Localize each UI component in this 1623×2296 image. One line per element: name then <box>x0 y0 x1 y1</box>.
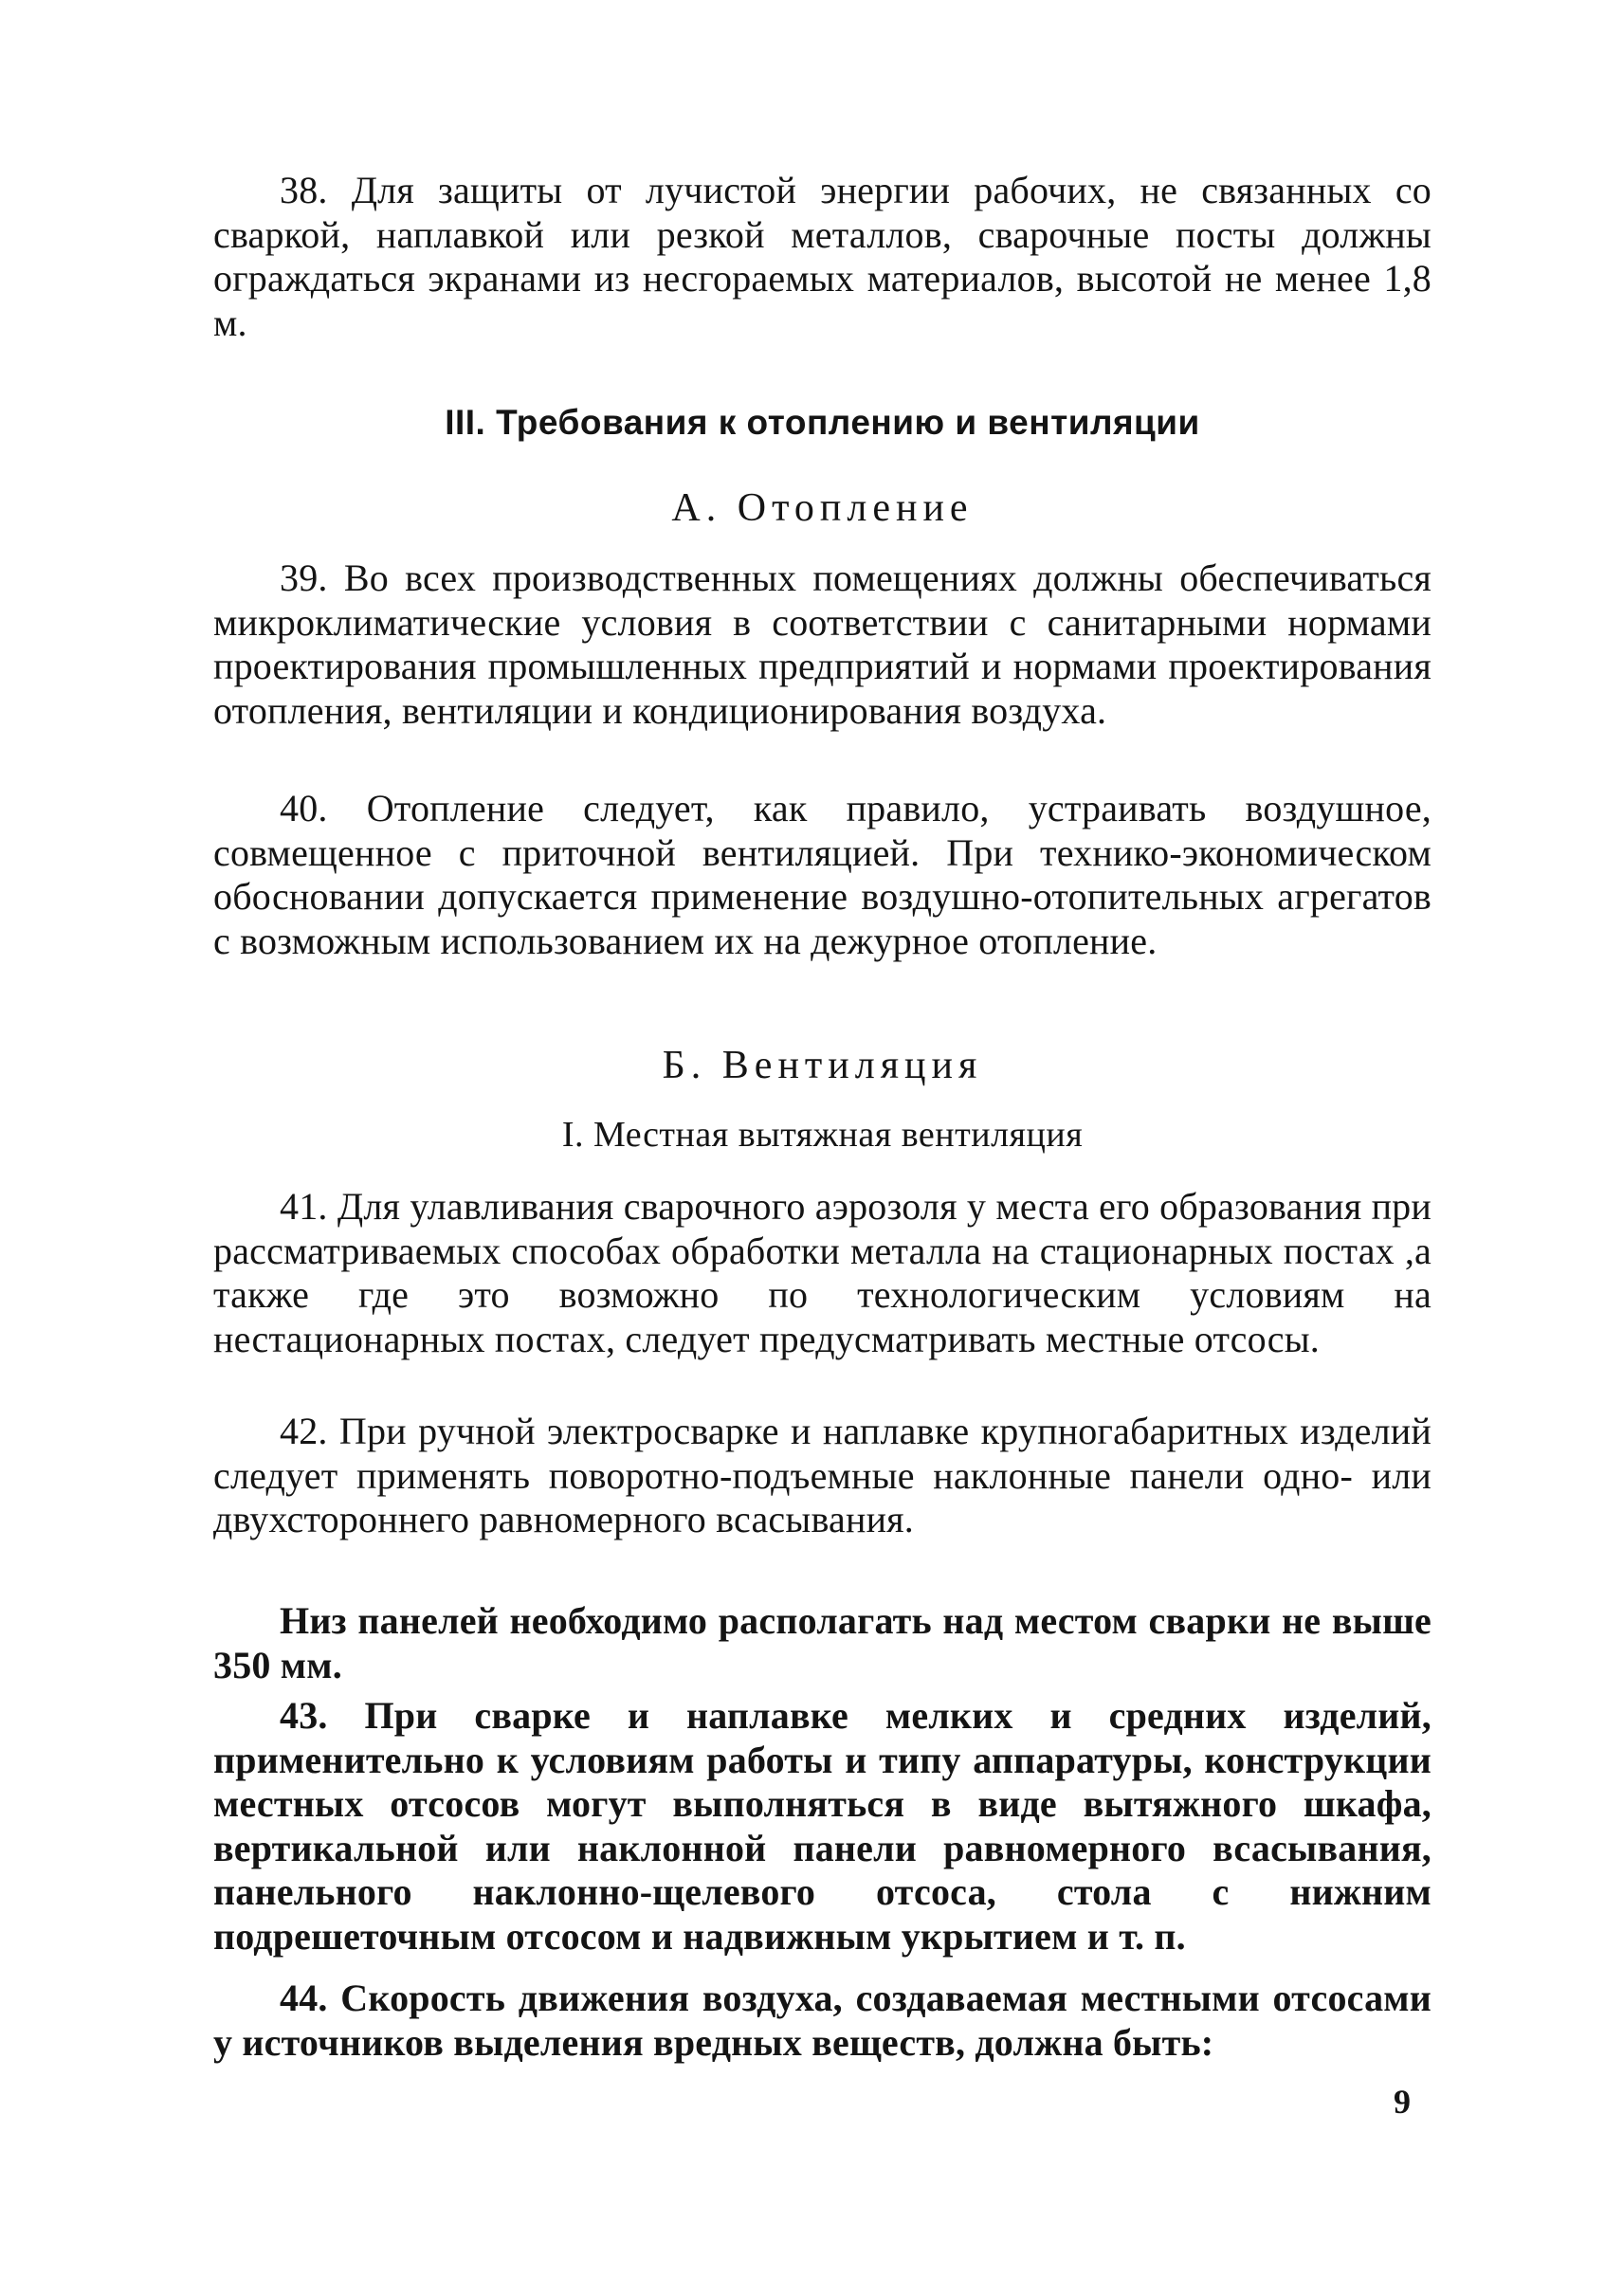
paragraph-44: 44. Скорость движения воздуха, создаваемая местными отсосами у источников выделения вредных веществ, должна быть: <box>213 1977 1432 2064</box>
page-number: 9 <box>1394 2083 1411 2121</box>
paragraph-38: 38. Для защиты от лучистой энергии рабочих, не связанных со сваркой, наплавкой или резкой металлов, сварочные посты должны ограждаться экранами из несгораемых материалов, высотой не менее 1,8 м. <box>213 169 1432 344</box>
paragraph-39: 39. Во всех производственных помещениях должны обеспечиваться микроклиматические условия в соответствии с санитарными нормами проектирования промышленных предприятий и нормами проектирования отопления, вентиляции и кондиционирования воздуха. <box>213 556 1432 732</box>
subsection-heading-ventilation: Б. Вентиляция <box>662 1044 983 1087</box>
subsubsection-heading-local-exhaust: I. Местная вытяжная вентиляция <box>561 1115 1084 1155</box>
paragraph-41: 41. Для улавливания сварочного аэрозоля у места его образования при рассматриваемых способах обработки металла на стационарных постах ,а также где это возможно по технологическим условиям на нестационарных постах, следует предусматривать местные отсосы. <box>213 1185 1432 1360</box>
paragraph-40: 40. Отопление следует, как правило, устраивать воздушное, совмещенное с приточной вентиляцией. При технико-экономическом обосновании допускается применение воздушно-отопительных агрегатов с возможным использованием их на дежурное отопление. <box>213 787 1432 962</box>
paragraph-43: 43. При сварке и наплавке мелких и средних изделий, применительно к условиям работы и типу аппаратуры, конструкции местных отсосов могут выполняться в виде вытяжного шкафа, вертикальной или наклонной панели равномерного всасывания, панельного наклонно-щелевого отсоса, стола с нижним подрешеточным отсосом и надвижным укрытием и т. п. <box>213 1694 1432 1958</box>
paragraph-42-note: Низ панелей необходимо располагать над местом сварки не выше 350 мм. <box>213 1599 1432 1686</box>
subsection-heading-heating: А. Отопление <box>671 486 974 530</box>
paragraph-42: 42. При ручной электросварке и наплавке крупногабаритных изделий следует применять поворотно-подъемные наклонные панели одно- или двухстороннего равномерного всасывания. <box>213 1410 1432 1540</box>
section-heading: III. Требования к отоплению и вентиляции <box>445 403 1200 442</box>
